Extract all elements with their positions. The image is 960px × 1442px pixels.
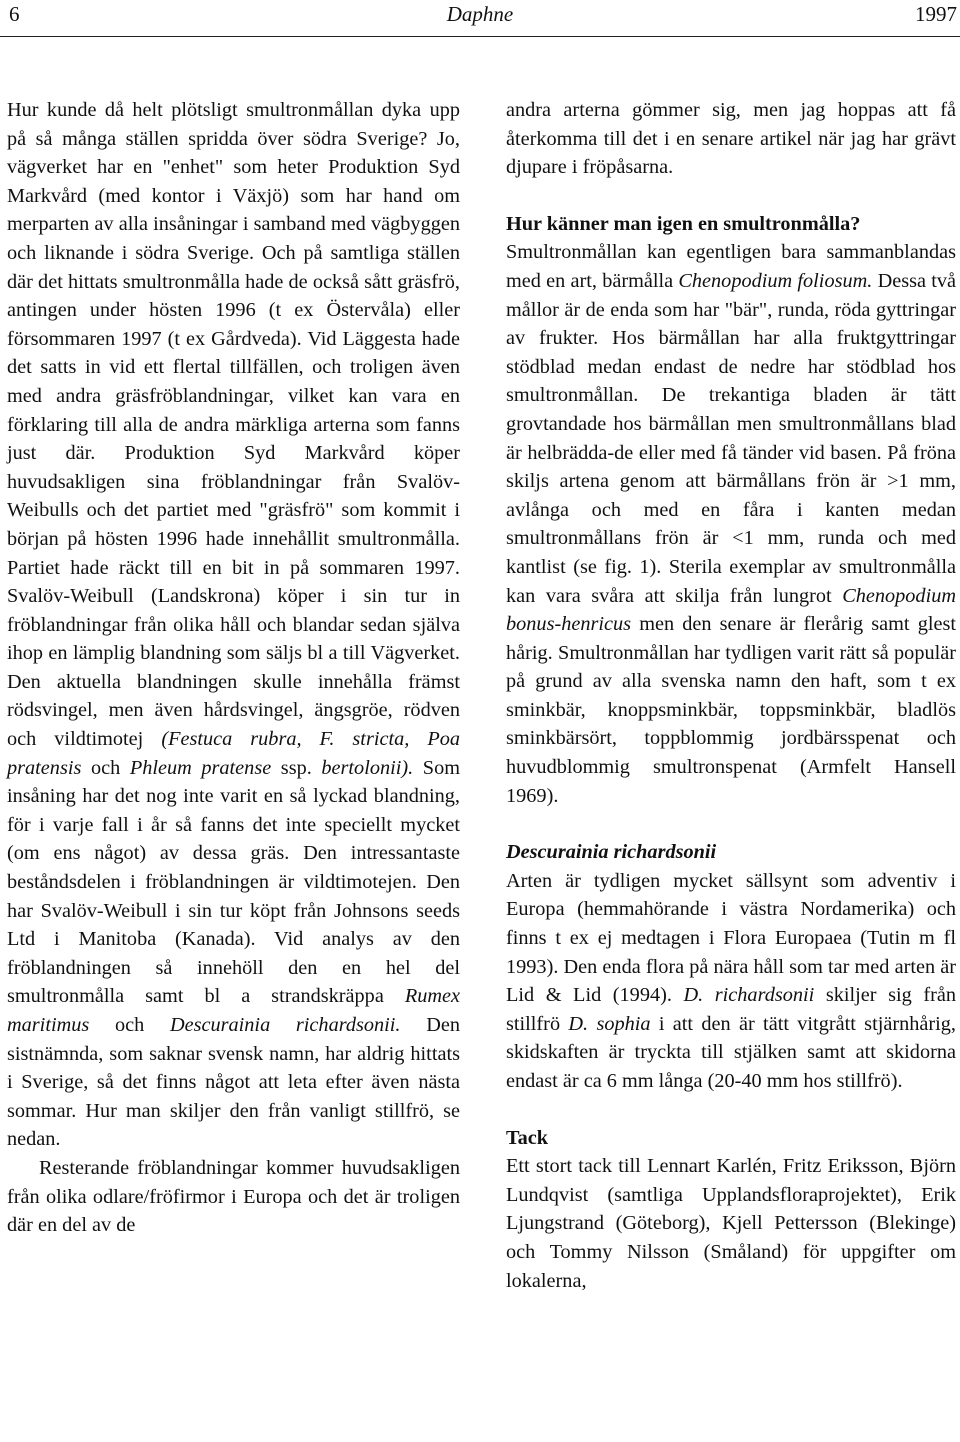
page-header	[0, 0, 960, 37]
section-heading-descurainia: Descurainia richardsonii	[506, 841, 717, 864]
right-column	[506, 96, 956, 1295]
year: 1997	[915, 2, 957, 26]
section-text-thanks: Ett stort tack till Lennart Karlén, Fritz Eriksson, Björn Lundqvist (samtliga Upplandsfloraprojektet), Erik Ljungstrand (Göteborg), Kjell Pettersson (Blekinge) och Tommy Nilsson (Småland) för uppgifter om lokalerna,	[506, 1155, 956, 1292]
section-heading-identification: Hur känner man igen en smultronmålla?	[506, 212, 861, 235]
journal-title: Daphne	[446, 2, 514, 26]
left-column	[7, 96, 460, 1240]
section-text-descurainia: Arten är tydligen mycket sällsynt som adventiv i Europa (hemmahörande i västra Nordamerika) och finns t ex ej medtagen i Flora Europaea (Tutin m fl 1993). Den enda flora på nära håll som tar med arten är Lid & Lid (1994). D. richardsonii skiljer sig från stillfrö D. sophia i att den är tätt vitgrått stjärnhårig, skidskaften är tryckta till stjälken samt att skidorna endast är ca 6 mm långa (20-40 mm hos stillfrö).	[506, 869, 956, 1092]
body-paragraph-1: Hur kunde då helt plötsligt smultronmållan dyka upp på så många ställen spridda över södra Sverige? Jo, vägverket har en "enhet" som heter Produktion Syd Markvård (med kontor i Växjö) som har hand om merparten av alla insåningar i samband med vägbyggen och liknande i södra Sverige. Och på samtliga ställen där det hittats smultronmålla hade de också sått gräsfrö, antingen under hösten 1996 (t ex Östervåla) eller försommaren 1997 (t ex Gårdveda). Vid Läggesta hade det satts in vid ett flertal tillfällen, och troligen även med andra gräsfröblandningar, vilket kan vara en förklaring till alla de andra märkliga arterna som fanns just där. Produktion Syd Markvård köper huvudsakligen sina fröblandningar från Svalöv-Weibulls och det partiet med "gräsfrö" som kommit i början på hösten 1996 hade innehållit smultronmålla. Partiet hade räckt till en bit in på sommaren 1997. Svalöv-Weibull (Landskrona) köper i sin tur in fröblandningar från olika håll och blandar sedan själva ihop en lämplig blandning som säljs bl a till Vägverket. Den aktuella blandningen skulle innehålla främst rödsvingel, men även hårdsvingel, ängsgröe, rödven och vildtimotej (Festuca rubra, F. stricta, Poa pratensis och Phleum pratense ssp. bertolonii). Som insåning har det nog inte varit en så lyckad blandning, för i varje fall i år så fanns det inte speciellt mycket (om ens något) av dessa gräs. Den intressantaste beståndsdelen i fröblandningen är vildtimotejen. Den har Svalöv-Weibull i sin tur köpt från Johnsons seeds Ltd i Manitoba (Kanada). Vid analys av den fröblandningen så innehöll den en hel del smultronmålla samt bl a strandskräppa Rumex maritimus och Descurainia richardsonii. Den sistnämnda, som saknar svensk namn, har aldrig hittats i Sverige, så det finns något att leta efter även nästa sommar. Hur man skiljer den från vanligt stillfrö, se nedan.	[7, 99, 460, 1151]
page-number: 6	[9, 2, 20, 26]
body-paragraph-continued: andra arterna gömmer sig, men jag hoppas att få återkomma till det i en senare artikel när jag har grävt djupare i fröpåsarna.	[506, 99, 956, 179]
section-text-identification: Smultronmållan kan egentligen bara sammanblandas med en art, bärmålla Chenopodium foliosum. Dessa två mållor är de enda som har "bär", runda, röda gyttringar av frukter. Hos bärmållan har alla fruktgyttringar stödblad medan endast de nedre har stödblad hos smultronmållan. De trekantiga bladen är tätt grovtandade hos bärmållan men smultronmållans blad är helbrädda-de eller med få tänder vid basen. På fröna skiljs artena genom att bärmållans frön är >1 mm, avlånga och med en fåra i kanten medan smultronmållans frön är <1 mm, runda och med kantlist (se fig. 1). Sterila exemplar av smultronmålla kan vara svåra att skilja från lungrot Chenopodium bonus-henricus men den senare är flerårig samt glest hårig. Smultronmållan har tydligen varit rätt så populär på grund av alla svenska namn den haft, som t ex sminkbär, knoppsminkbär, toppsminkbär, bladlös sminkbärsört, toppblommig jordbärsspenat och huvudblommig smultronspenat (Armfelt Hansell 1969).	[506, 241, 957, 807]
body-paragraph-2: Resterande fröblandningar kommer huvudsakligen från olika odlare/fröfirmor i Europa och det är troligen där en del av de	[7, 1156, 460, 1237]
section-heading-thanks: Tack	[506, 1126, 549, 1149]
